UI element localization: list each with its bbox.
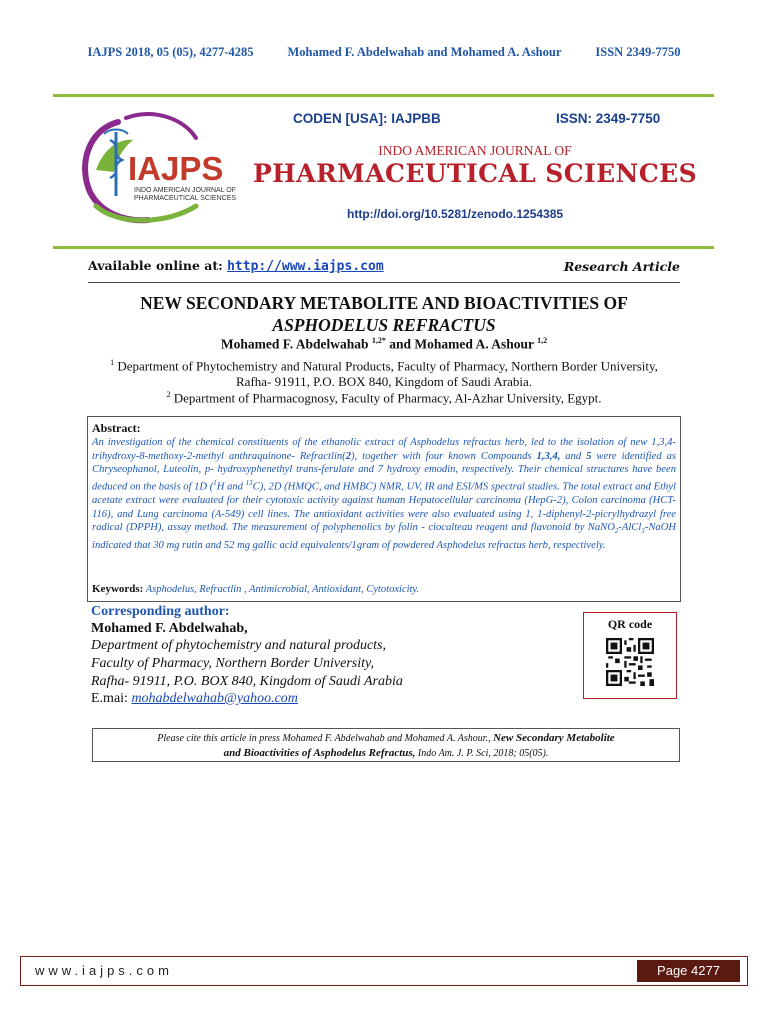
masthead-top-rule — [53, 94, 714, 97]
logo-subtext-2: PHARMACEUTICAL SCIENCES — [134, 195, 237, 202]
abstract-box — [87, 416, 681, 602]
qr-label: QR code — [607, 617, 653, 631]
doi-link[interactable]: http://doi.org/10.5281/zenodo.1254385 — [347, 207, 564, 221]
corresponding-dept: Department of phytochemistry and natural products, — [91, 638, 387, 653]
keywords-label: Keywords: — [92, 583, 144, 595]
page-number: Page 4277 — [637, 960, 740, 982]
availability — [88, 258, 384, 274]
masthead-bottom-rule — [53, 246, 714, 249]
article-title — [40, 292, 728, 336]
coden: CODEN [USA]: IAJPBB — [293, 111, 441, 126]
affiliation-1-line2: Rafha- 91911, P.O. BOX 840, Kingdom of Saudi Arabia. — [236, 374, 532, 390]
author-list — [0, 336, 768, 353]
qr-code-icon — [606, 638, 654, 686]
author-conjunction: and — [385, 336, 415, 352]
author-1-affiliation: 1,2* — [371, 336, 386, 345]
citation-title-2: and Bioactivities of Asphodelus Refractus, — [223, 747, 416, 759]
availability-label: Available online at: — [88, 258, 228, 273]
header-authors: Mohamed F. Abdelwahab and Mohamed A. Ashour — [287, 45, 562, 59]
qr-box — [583, 612, 677, 699]
corresponding-email — [91, 691, 298, 707]
header-citation: IAJPS 2018, 05 (05), 4277-4285 — [87, 45, 254, 59]
author-1: Mohamed F. Abdelwahab — [220, 336, 372, 352]
keywords-list: Asphodelus, Refractlin , Antimicrobial, Antioxidant, Cytotoxicity. — [143, 584, 420, 595]
running-header — [0, 45, 768, 60]
author-2: Mohamed A. Ashour — [414, 336, 538, 352]
affiliation-1-line1: Department of Phytochemistry and Natural Products, Faculty of Pharmacy, Northern Border University, — [114, 358, 658, 374]
journal-title-line1: INDO AMERICAN JOURNAL OF — [378, 143, 572, 158]
email-label: E.mai: — [91, 691, 132, 706]
affiliation-2-number: 2 — [166, 390, 171, 399]
email-link[interactable]: mohabdelwahab@yahoo.com — [131, 691, 298, 706]
affiliation-2-text: Department of Pharmacognosy, Faculty of Pharmacy, Al-Azhar University, Egypt. — [170, 390, 602, 406]
journal-title-line2: PHARMACEUTICAL SCIENCES — [252, 159, 698, 188]
abstract-heading: Abstract: — [92, 421, 141, 435]
iajps-logo — [78, 110, 243, 225]
affiliation-2 — [40, 387, 728, 406]
abstract-text: An investigation of the chemical constituents of the ethanolic extract of Asphodelus refractus herb, led to the isolation of new 1,3,4-trihydroxy-8-methoxy-2-methyl anthraquinone- Refractlin(2), together with four known Compounds 1,3,4, and 5 were identified as Chryseophanol, Luteolin, p- hydroxyphenethyl trans-ferulate and 7 hydroxy emodin, respectively. Their chemical structures have been deduced on the basis of 1D ($^1$H and $^{13}$C), 2D (HMQC, and HMBC) NMR, UV, IR and ESI/MS spectral studies. The total extract and Ethyl acetate extract were evaluated for their cytotoxic activity against human Hepatocellular carcinoma (HepG-2), Colon carcinoma (HCT-116), and Lung carcinoma (A-549) cell lines. The antioxidant activities were also evaluated using 1, 1-diphenyl-2-picrylhydrazyl free radical (DPPH), assay method. The measurement of polyphenolics by folin - ciocalteau reagent and flavonoid by NaNO$_2$-AlCl$_3$-NaOH indicated that 30 mg rutin and 52 mg gallic acid equivalents/1gram of powdered Asphodelus refractus herb, respectively. — [92, 437, 677, 551]
affiliation-1-number: 1 — [110, 358, 115, 367]
footer-website: www.iajps.com — [35, 963, 173, 978]
corresponding-author-heading: Corresponding author: — [91, 604, 230, 619]
page-footer — [20, 956, 748, 986]
header-issn: ISSN 2349-7750 — [595, 45, 681, 59]
title-line2: ASPHODELUS REFRACTUS — [272, 315, 496, 335]
author-2-affiliation: 1,2 — [537, 336, 548, 345]
citation-title-1: New Secondary Metabolite — [493, 732, 615, 744]
logo-subtext-1: INDO AMERICAN JOURNAL OF — [134, 187, 237, 194]
corresponding-author-name: Mohamed F. Abdelwahab, — [91, 621, 248, 636]
article-type: Research Article — [563, 258, 680, 274]
journal-url-link[interactable]: http://www.iajps.com — [227, 259, 384, 274]
availability-bar — [88, 255, 680, 277]
issn: ISSN: 2349-7750 — [556, 111, 661, 126]
citation-lead: Please cite this article in press Mohamed F. Abdelwahab and Mohamed A. Ashour., — [157, 733, 494, 744]
citation-box — [92, 728, 680, 762]
citation-tail: Indo Am. J. P. Sci, 2018; 05(05). — [415, 748, 549, 759]
logo-wordmark: IAJPS — [128, 150, 224, 187]
affiliation-1 — [40, 355, 728, 390]
title-line1: NEW SECONDARY METABOLITE AND BIOACTIVITIES OF — [140, 293, 628, 313]
availability-rule — [88, 282, 680, 283]
corresponding-faculty: Faculty of Pharmacy, Northern Border University, — [91, 656, 374, 671]
keywords — [92, 583, 419, 595]
corresponding-address: Rafha- 91911, P.O. BOX 840, Kingdom of Saudi Arabia — [91, 674, 403, 689]
